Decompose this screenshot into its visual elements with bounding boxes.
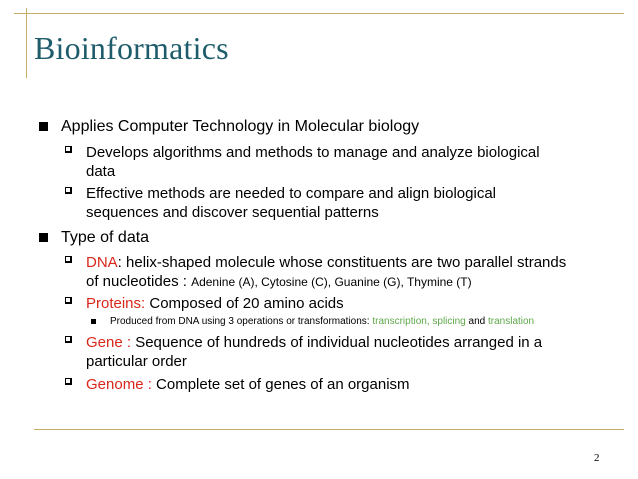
square-bullet-icon [39, 233, 48, 242]
bullet-text: Applies Computer Technology in Molecular biology [61, 118, 420, 135]
bullet-text [86, 294, 344, 313]
bullet-text-line1: Effective methods are needed to compare and align biological [86, 185, 496, 202]
gene-description: Sequence of hundreds of individual nucleotides arranged in a [131, 334, 543, 351]
translation-term: translation [487, 316, 535, 327]
dna-description: : helix-shaped molecule whose constituents are two parallel strands [117, 254, 567, 271]
bullet-text: Type of data [61, 229, 150, 246]
hollow-square-bullet-icon [65, 256, 72, 263]
transcription-splicing-term: transcription, splicing [372, 316, 466, 327]
dna-line2-main: of nucleotides : [86, 273, 192, 290]
hollow-square-bullet-icon [65, 336, 72, 343]
bullet-text-line2: particular order [86, 353, 187, 370]
top-divider-line [14, 13, 624, 14]
bullet-text-line2: data [86, 163, 116, 180]
proteins-term: Proteins: [86, 295, 146, 312]
square-bullet-icon [39, 122, 48, 131]
proteins-description: Composed of 20 amino acids [145, 295, 344, 312]
bullet-text-line1 [86, 253, 566, 272]
small-square-bullet-icon [91, 319, 96, 324]
slide-title: Bioinformatics [34, 30, 229, 66]
dna-term: DNA [86, 254, 118, 271]
genome-term: Genome : [86, 376, 152, 393]
bullet-text-line2 [86, 272, 472, 292]
bullet-text-line1 [86, 333, 542, 352]
bullet-text-line2: sequences and discover sequential patterns [86, 204, 379, 221]
hollow-square-bullet-icon [65, 146, 72, 153]
left-accent-line [26, 8, 27, 78]
bottom-divider-line [34, 429, 624, 430]
gene-term: Gene : [86, 334, 132, 351]
produced-prefix: Produced from DNA using 3 operations or transformations: [110, 316, 373, 327]
nucleotide-list: Adenine (A), Cytosine (C), Guanine (G), Thymine (T) [191, 275, 472, 289]
hollow-square-bullet-icon [65, 378, 72, 385]
bullet-text [86, 375, 410, 394]
page-number: 2 [594, 452, 600, 464]
genome-description: Complete set of genes of an organism [151, 376, 410, 393]
bullet-text [110, 316, 534, 327]
and-word: and [465, 316, 488, 327]
hollow-square-bullet-icon [65, 187, 72, 194]
hollow-square-bullet-icon [65, 297, 72, 304]
bullet-text-line1: Develops algorithms and methods to manage and analyze biological [86, 144, 540, 161]
